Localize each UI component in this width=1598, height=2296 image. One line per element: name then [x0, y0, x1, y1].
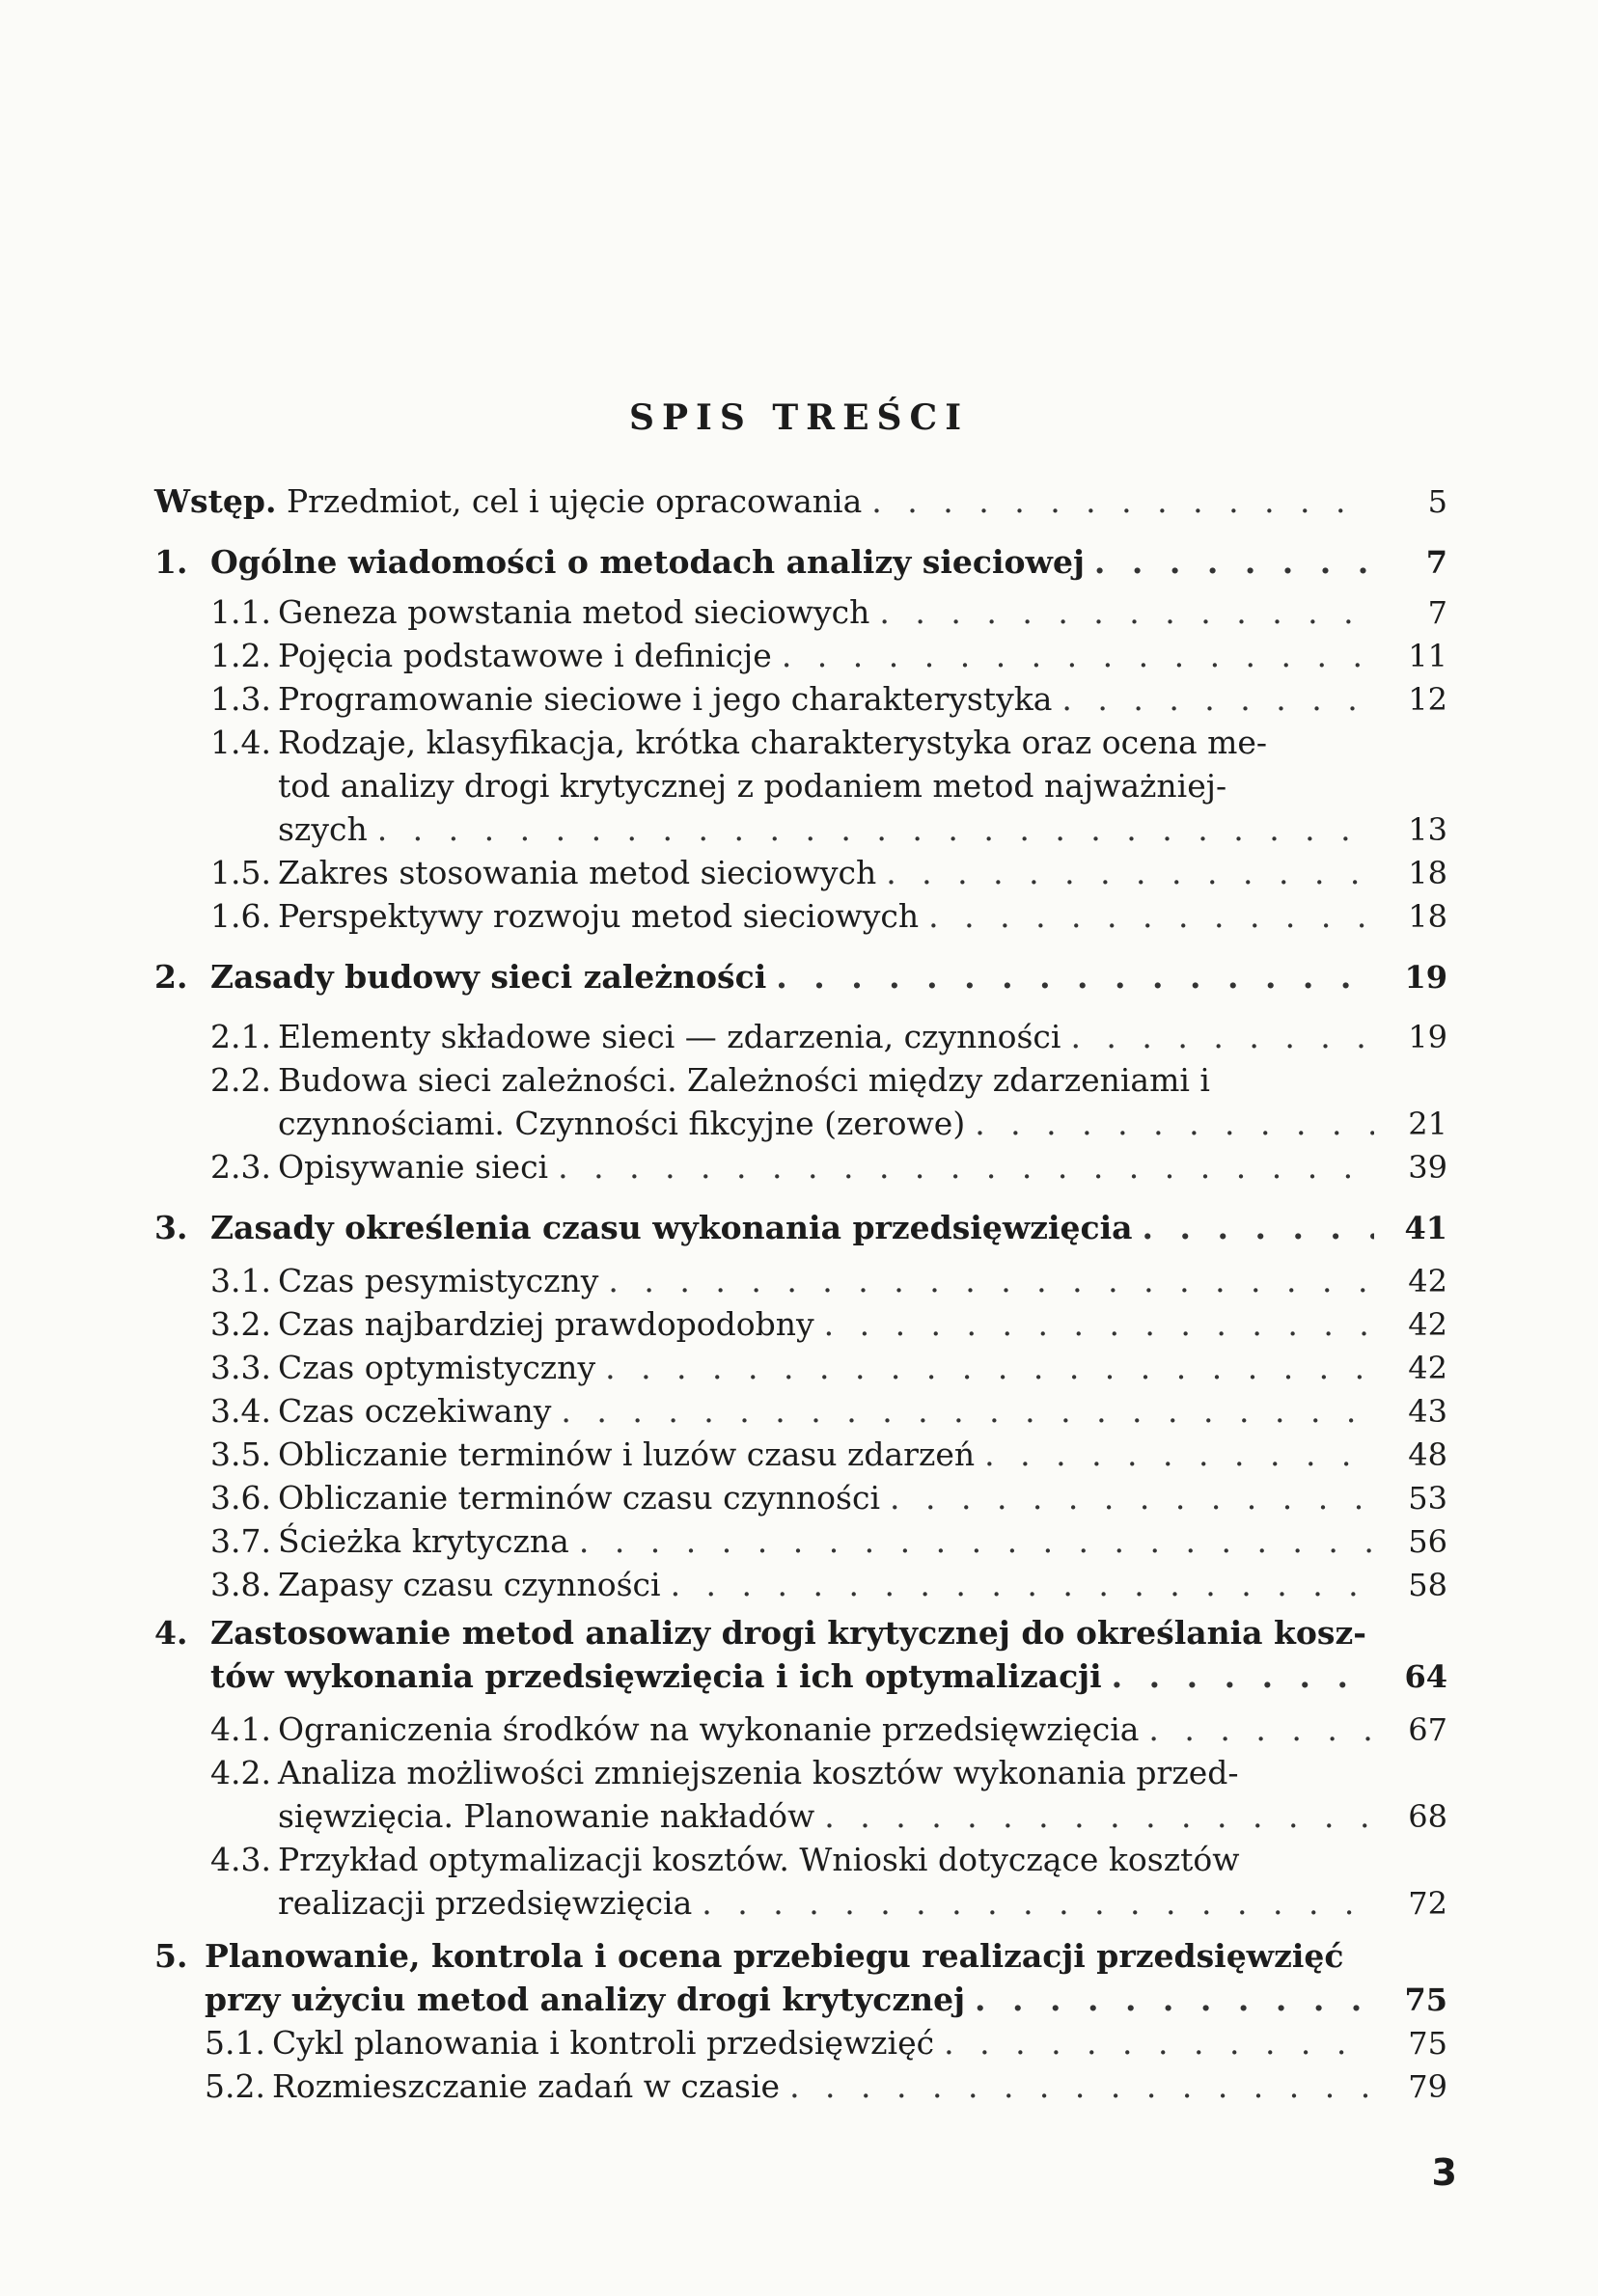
page-ref: 58 — [1408, 1567, 1447, 1603]
section-title: Ograniczenia środków na wykonanie przedsięwzięcia — [278, 1710, 1140, 1748]
toc-chapter-5-line1 — [154, 1934, 1343, 1978]
chapter-title: Ogólne wiadomości o metodach analizy sieciowej — [210, 543, 1085, 581]
dot-leader — [671, 1563, 1374, 1606]
chapter-title-line: Planowanie, kontrola i ocena przebiegu realizacji przedsięwzięć — [205, 1937, 1344, 1975]
dot-leader — [558, 1145, 1374, 1189]
section-number: 2.3. — [210, 1148, 271, 1186]
dot-leader — [824, 1302, 1374, 1346]
dot-leader — [1061, 677, 1374, 721]
section-number: 5.2. — [205, 2067, 265, 2105]
toc-entry-1-6 — [210, 894, 1447, 939]
chapter-number: 2. — [154, 958, 188, 996]
section-title-line: szych — [278, 810, 368, 848]
page-ref: 39 — [1408, 1149, 1447, 1186]
section-title-line: sięwzięcia. Planowanie nakładów — [278, 1797, 815, 1835]
page-ref: 12 — [1408, 681, 1447, 718]
section-title-line: czynnościami. Czynności fikcyjne (zerowe) — [278, 1105, 966, 1142]
toc-entry-3-4 — [210, 1389, 1447, 1434]
dot-leader — [886, 851, 1374, 894]
toc-entry-4-3-line2 — [278, 1881, 1447, 1926]
dot-leader — [782, 634, 1374, 677]
section-number: 3.1. — [210, 1262, 271, 1299]
toc-entry-3-3 — [210, 1346, 1447, 1390]
section-number: 2.1. — [210, 1018, 271, 1055]
page-ref: 7 — [1425, 544, 1447, 581]
section-number: 1.3. — [210, 680, 271, 718]
dot-leader — [824, 1794, 1374, 1838]
toc-entry-3-5 — [210, 1433, 1447, 1477]
section-title: Perspektywy rozwoju metod sieciowych — [278, 897, 920, 935]
dot-leader — [890, 1476, 1374, 1519]
page-ref: 48 — [1408, 1436, 1447, 1473]
toc-chapter-1 — [154, 540, 1447, 585]
page-number: 3 — [1431, 2151, 1457, 2194]
page-ref: 5 — [1427, 483, 1447, 520]
toc-entry-1-4-line1 — [210, 721, 1267, 764]
toc-chapter-4-line2 — [210, 1654, 1447, 1699]
chapter-title: Zasady budowy sieci zależności — [210, 958, 767, 996]
toc-entry-3-2 — [210, 1302, 1447, 1347]
section-title: Elementy składowe sieci — zdarzenia, czynności — [278, 1018, 1061, 1055]
dot-leader — [377, 807, 1374, 851]
toc-chapter-3 — [154, 1206, 1447, 1250]
section-number: 3.7. — [210, 1522, 271, 1560]
chapter-number: 5. — [154, 1937, 188, 1975]
page-ref: 11 — [1408, 638, 1447, 674]
page-ref: 18 — [1408, 855, 1447, 891]
page-ref: 68 — [1408, 1798, 1447, 1835]
dot-leader — [1070, 1015, 1374, 1058]
toc-entry-3-7 — [210, 1519, 1447, 1564]
toc-entry-intro — [154, 479, 1447, 524]
section-number: 5.1. — [205, 2024, 265, 2062]
page-ref: 43 — [1408, 1393, 1447, 1430]
toc-entry-2-2-line1 — [210, 1058, 1210, 1102]
dot-leader — [776, 955, 1374, 998]
page-ref: 7 — [1427, 594, 1447, 631]
dot-leader — [561, 1389, 1374, 1433]
chapter-number: 4. — [154, 1614, 188, 1652]
intro-text: Przedmiot, cel i ujęcie opracowania — [286, 482, 863, 520]
section-title: Zapasy czasu czynności — [278, 1566, 661, 1603]
section-title: Czas oczekiwany — [278, 1392, 552, 1430]
toc-chapter-5-line2 — [205, 1978, 1447, 2022]
section-title: Rozmieszczanie zadań w czasie — [272, 2067, 781, 2105]
toc-entry-5-2 — [205, 2064, 1447, 2109]
page-ref: 56 — [1408, 1523, 1447, 1560]
section-title: Czas optymistyczny — [278, 1349, 596, 1386]
section-title: Obliczanie terminów czasu czynności — [278, 1479, 881, 1517]
dot-leader — [984, 1433, 1374, 1476]
toc-entry-2-2-line2 — [278, 1102, 1447, 1146]
page-ref: 42 — [1408, 1306, 1447, 1343]
section-number: 1.6. — [210, 897, 271, 935]
page-title: SPIS TREŚCI — [628, 397, 970, 438]
page-ref: 53 — [1408, 1480, 1447, 1517]
dot-leader — [789, 2064, 1374, 2108]
section-number: 3.6. — [210, 1479, 271, 1517]
dot-leader — [928, 894, 1374, 938]
chapter-title-line: tów wykonania przedsięwzięcia i ich optymalizacji — [210, 1657, 1102, 1695]
toc-entry-2-3 — [210, 1145, 1447, 1189]
toc-chapter-2 — [154, 955, 1447, 999]
page-ref: 79 — [1408, 2068, 1447, 2105]
section-title-line: Analiza możliwości zmniejszenia kosztów wykonania przed- — [278, 1754, 1239, 1791]
page-ref: 18 — [1408, 898, 1447, 935]
chapter-title: Zasady określenia czasu wykonania przedsięwzięcia — [210, 1209, 1133, 1246]
toc-entry-2-1 — [210, 1015, 1447, 1059]
section-number: 3.3. — [210, 1349, 271, 1386]
section-number: 2.2. — [210, 1061, 271, 1099]
dot-leader — [702, 1881, 1374, 1925]
dot-leader — [605, 1346, 1374, 1389]
dot-leader — [1148, 1708, 1374, 1751]
page-ref: 42 — [1408, 1350, 1447, 1386]
toc-entry-3-8 — [210, 1563, 1447, 1607]
section-title: Czas pesymistyczny — [278, 1262, 599, 1299]
dot-leader — [579, 1519, 1374, 1563]
page-ref: 72 — [1408, 1885, 1447, 1922]
toc-entry-4-1 — [210, 1708, 1447, 1752]
toc-entry-1-1 — [210, 590, 1447, 635]
section-number: 3.2. — [210, 1305, 271, 1343]
dot-leader — [975, 1978, 1374, 2021]
chapter-title-line: Zastosowanie metod analizy drogi krytycznej do określania kosz- — [210, 1614, 1366, 1652]
section-title: Zakres stosowania metod sieciowych — [278, 854, 877, 891]
section-title-line: Rodzaje, klasyfikacja, krótka charakterystyka oraz ocena me- — [278, 724, 1268, 761]
section-number: 1.4. — [210, 724, 271, 761]
page-ref: 41 — [1404, 1210, 1447, 1246]
section-title-line: Budowa sieci zależności. Zależności między zdarzeniami i — [278, 1061, 1210, 1099]
dot-leader — [1094, 540, 1374, 584]
section-title-line: Przykład optymalizacji kosztów. Wnioski dotyczące kosztów — [278, 1841, 1240, 1878]
section-number: 3.5. — [210, 1435, 271, 1473]
section-title: Pojęcia podstawowe i definicje — [278, 637, 772, 674]
toc-entry-3-1 — [210, 1259, 1447, 1303]
toc-entry-1-4-line3 — [278, 807, 1447, 852]
section-title-line: realizacji przedsięwzięcia — [278, 1884, 693, 1922]
intro-label: Wstęp. — [154, 482, 277, 520]
page-ref: 13 — [1408, 811, 1447, 848]
page-ref: 21 — [1408, 1106, 1447, 1142]
section-title: Opisywanie sieci — [278, 1148, 549, 1186]
section-title: Ścieżka krytyczna — [278, 1522, 569, 1560]
toc-entry-4-2-line2 — [278, 1794, 1447, 1839]
page-ref: 67 — [1408, 1711, 1447, 1748]
dot-leader — [1112, 1654, 1374, 1698]
toc-entry-1-4-line2: tod analizy drogi krytycznej z podaniem metod najważniej- — [278, 767, 1227, 805]
toc-entry-1-3 — [210, 677, 1447, 722]
dot-leader — [975, 1102, 1374, 1145]
section-number: 4.2. — [210, 1754, 271, 1791]
page-ref: 64 — [1404, 1658, 1447, 1695]
chapter-title-line: przy użyciu metod analizy drogi krytycznej — [205, 1981, 966, 2018]
section-title: Czas najbardziej prawdopodobny — [278, 1305, 814, 1343]
section-number: 3.8. — [210, 1566, 271, 1603]
page-ref: 75 — [1404, 1982, 1447, 2018]
chapter-number: 3. — [154, 1209, 188, 1246]
toc-entry-5-1 — [205, 2021, 1447, 2065]
section-title: Geneza powstania metod sieciowych — [278, 593, 870, 631]
section-number: 1.5. — [210, 854, 271, 891]
dot-leader — [944, 2021, 1374, 2064]
section-number: 3.4. — [210, 1392, 271, 1430]
page-ref: 19 — [1404, 959, 1447, 996]
section-title: Cykl planowania i kontroli przedsięwzięć — [272, 2024, 935, 2062]
dot-leader — [1143, 1206, 1374, 1249]
section-title: Programowanie sieciowe i jego charakterystyka — [278, 680, 1053, 718]
toc-entry-1-2 — [210, 634, 1447, 678]
section-number: 1.1. — [210, 593, 271, 631]
page-ref: 19 — [1408, 1019, 1447, 1055]
dot-leader — [608, 1259, 1374, 1302]
toc-chapter-4-line1 — [154, 1611, 1366, 1654]
toc-entry-3-6 — [210, 1476, 1447, 1520]
page-ref: 42 — [1408, 1263, 1447, 1299]
chapter-number: 1. — [154, 543, 188, 581]
toc-entry-4-2-line1 — [210, 1751, 1239, 1794]
toc-entry-4-3-line1 — [210, 1838, 1239, 1881]
toc-entry-1-5 — [210, 851, 1447, 895]
page-ref: 75 — [1408, 2025, 1447, 2062]
section-number: 1.2. — [210, 637, 271, 674]
section-title: Obliczanie terminów i luzów czasu zdarzeń — [278, 1435, 976, 1473]
section-number: 4.1. — [210, 1710, 271, 1748]
dot-leader — [871, 479, 1374, 523]
section-number: 4.3. — [210, 1841, 271, 1878]
dot-leader — [879, 590, 1374, 634]
